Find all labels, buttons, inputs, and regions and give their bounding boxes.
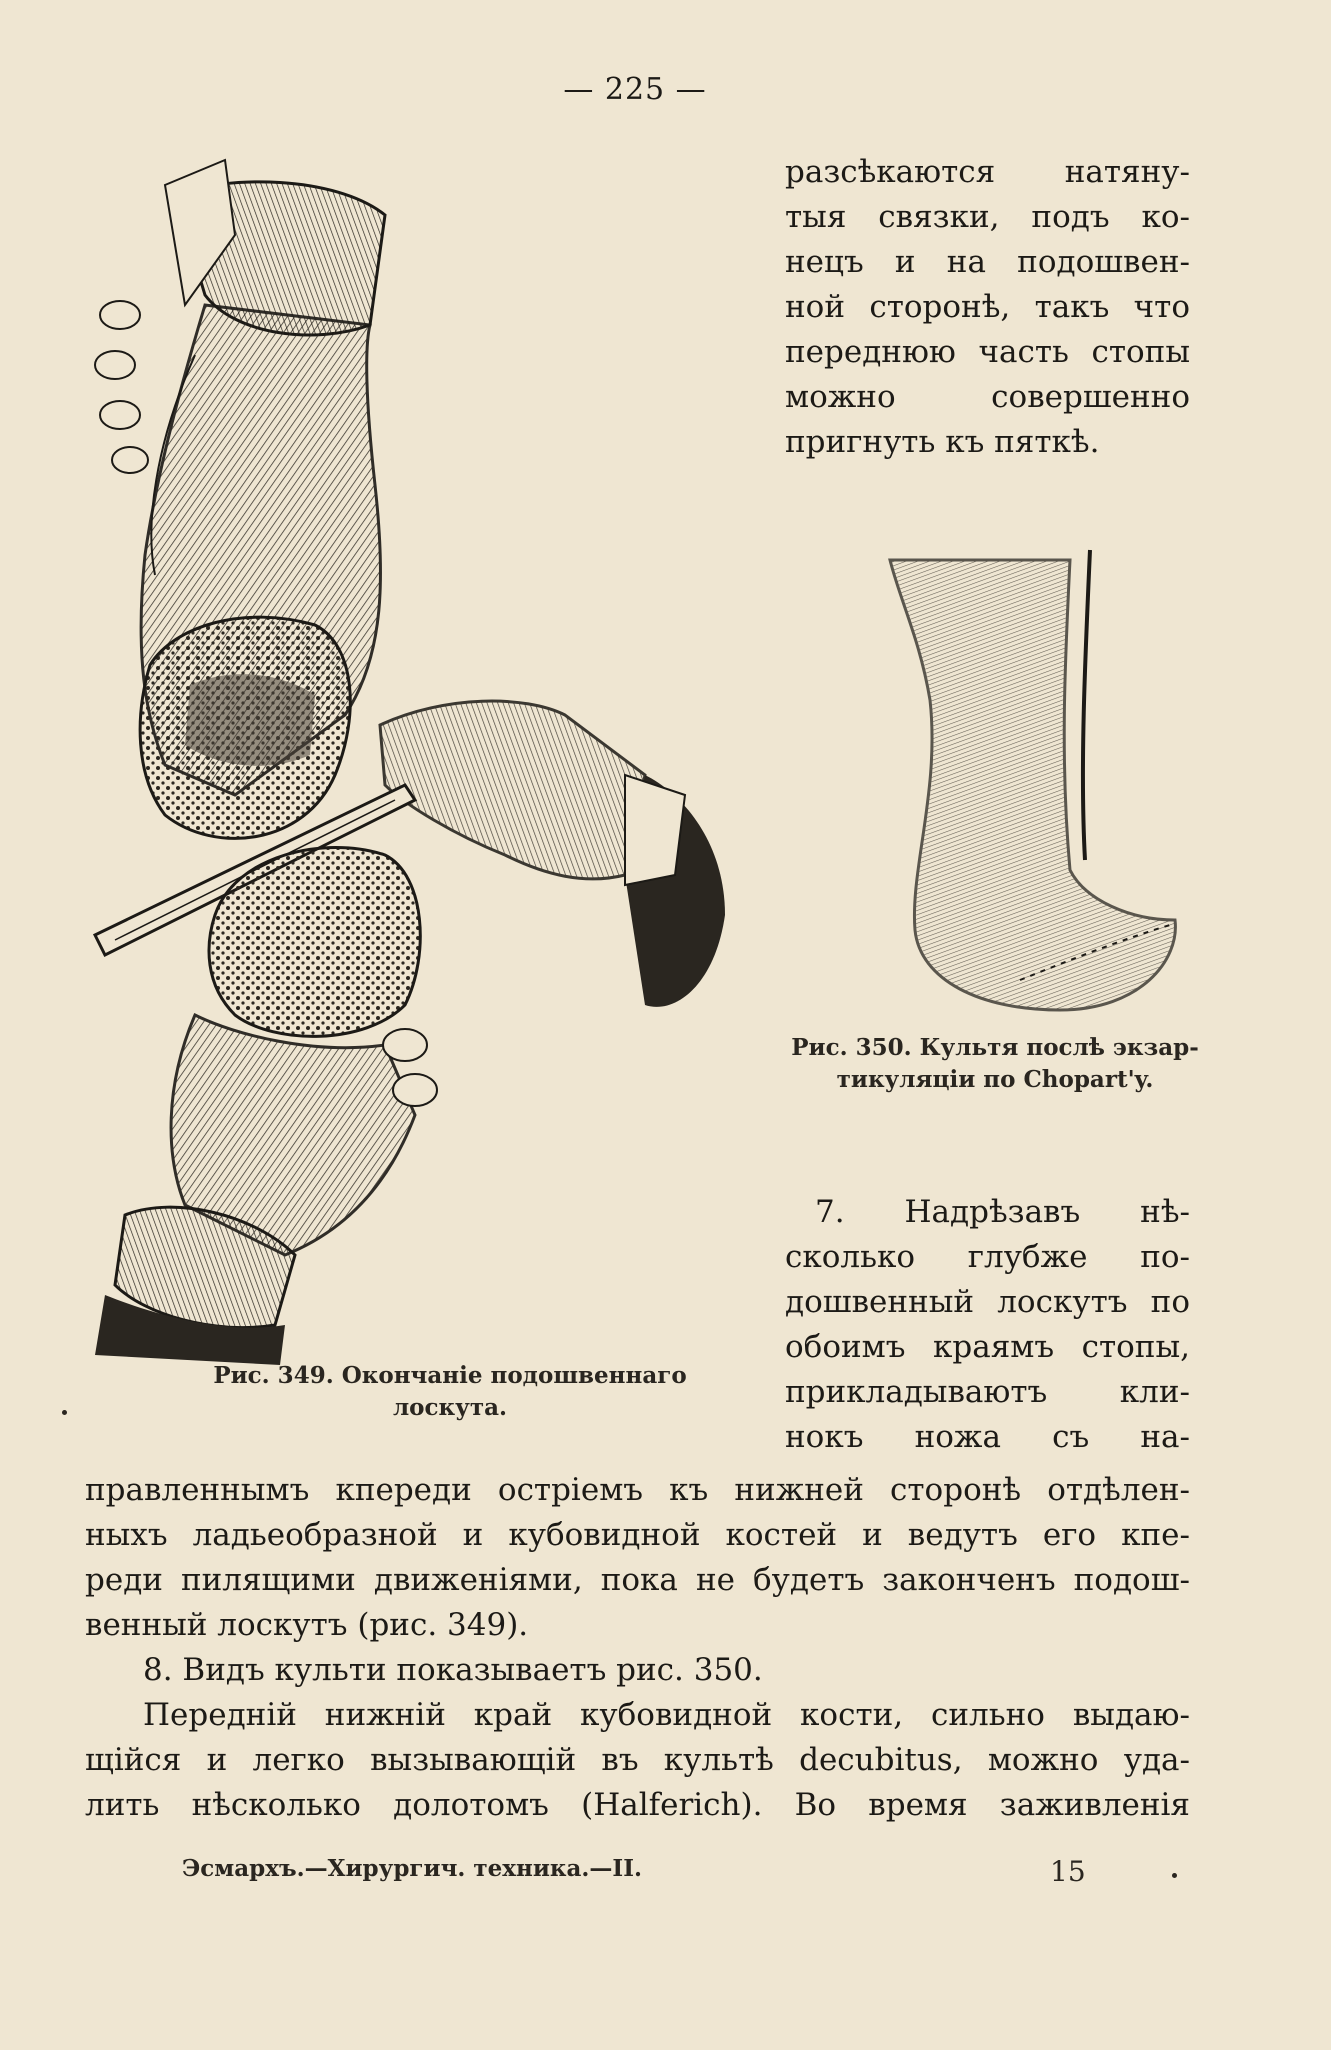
text-line: разсѣкаются натяну-: [785, 154, 1190, 190]
caption-line: тикуляціи по Chopart'y.: [836, 1066, 1154, 1093]
text-line: можно совершенно: [785, 379, 1190, 415]
text-line: тыя связки, подъ ко-: [785, 199, 1190, 235]
text-line: венный лоскутъ (рис. 349).: [85, 1607, 529, 1643]
figure-350-engraving: [870, 540, 1200, 1020]
text-line: ныхъ ладьеобразной и кубовидной костей и ведутъ его кпе-: [85, 1517, 1190, 1553]
caption-line: Рис. 350. Культя послѣ экзар-: [791, 1034, 1199, 1061]
caption-line: лоскута.: [392, 1394, 508, 1421]
text-line: нецъ и на подошвен-: [785, 244, 1190, 280]
text-line: нокъ ножа съ на-: [785, 1419, 1190, 1455]
footer-title: Эсмархъ.—Хирургич. техника.—II.: [182, 1855, 642, 1882]
text-line: сколько глубже по-: [785, 1239, 1190, 1275]
text-line: реди пилящими движеніями, пока не будетъ законченъ подош-: [85, 1562, 1190, 1598]
print-speck: [62, 1410, 67, 1415]
figure-350-caption: [760, 1032, 1230, 1096]
caption-line: Рис. 349. Окончаніе подошвеннаго: [213, 1362, 687, 1389]
text-line: дошвенный лоскутъ по: [785, 1284, 1190, 1320]
figure-349-caption: [150, 1360, 750, 1424]
text-line: Передній нижній край кубовидной кости, сильно выдаю-: [143, 1697, 1190, 1733]
paragraph-8: 8. Видъ культи показываетъ рис. 350.: [143, 1652, 763, 1688]
paragraph-7: [785, 1190, 1190, 1460]
print-speck: [1172, 1873, 1177, 1878]
text-line: щійся и легко вызывающій въ культѣ decubitus, можно уда-: [85, 1742, 1190, 1778]
page-number: — 225 —: [563, 72, 707, 107]
paragraph-7-continued: [85, 1468, 1190, 1828]
text-line: прикладываютъ кли-: [785, 1374, 1190, 1410]
top-right-paragraph: [785, 150, 1190, 465]
text-line: пригнуть къ пяткѣ.: [785, 424, 1100, 460]
text-line: ной сторонѣ, такъ что: [785, 289, 1190, 325]
signature-mark: 15: [1050, 1855, 1086, 1888]
text-line: переднюю часть стопы: [785, 334, 1190, 370]
figure-349-engraving: [85, 155, 785, 1365]
text-line: 7. Надрѣзавъ нѣ-: [815, 1194, 1190, 1230]
text-line: лить нѣсколько долотомъ (Halferich). Во время заживленія: [85, 1787, 1190, 1823]
text-line: обоимъ краямъ стопы,: [785, 1329, 1190, 1365]
text-line: правленнымъ кпереди остріемъ къ нижней сторонѣ отдѣлен-: [85, 1472, 1190, 1508]
